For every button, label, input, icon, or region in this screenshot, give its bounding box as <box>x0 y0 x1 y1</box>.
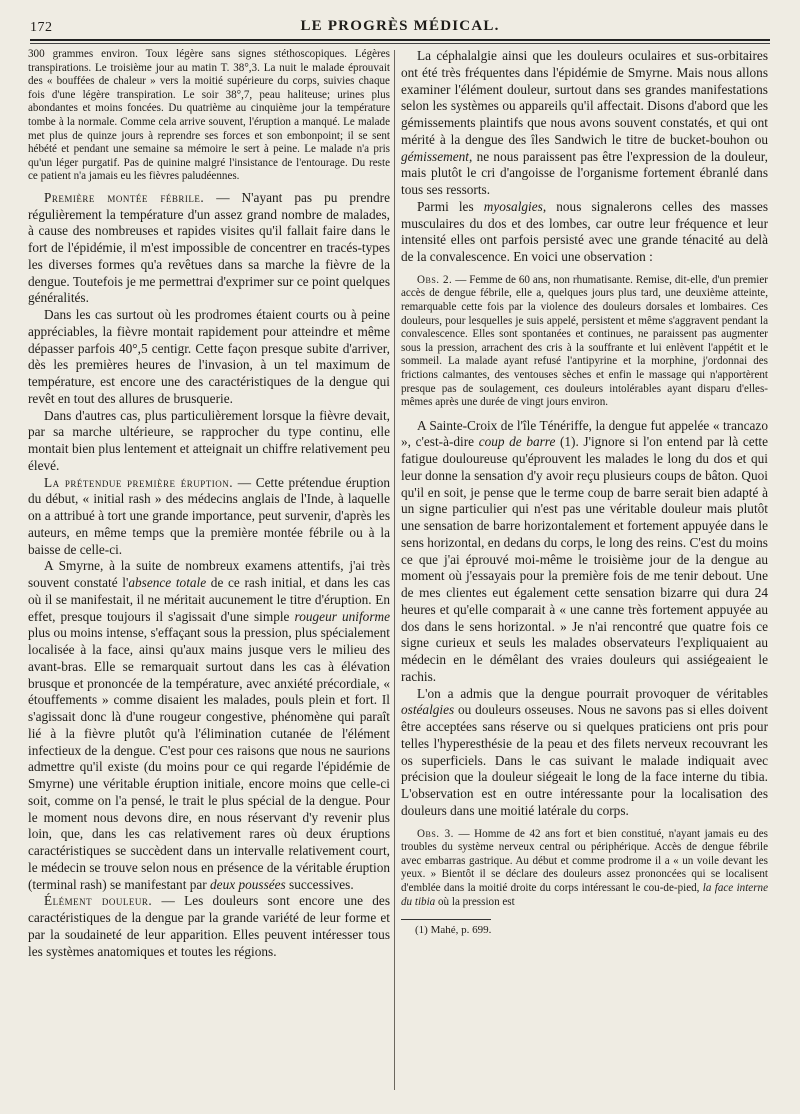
footnote: (1) Mahé, p. 699. <box>415 924 492 937</box>
paragraph-text: successives. <box>285 876 354 892</box>
paragraph-text: — Femme de 60 ans, non rhumatisante. Remise, dit-elle, d'un premier accès de dengue fébrile, elle a, quelques jours plus tard, une deuxième atteinte, remarquable cette fois par la violence des douleurs dorsales et lombaires. Ces douleurs, pour lesquelles je suis appelé, persistent et même s'aggravent pendant la convalescence. Elles sont spontanées et continues, ne paraissent pas augmenter sous la pression, arrachent des cris à la souffrante et lui enlèvent l'appétit et le sommeil. La malade ayant refusé l'antipyrine et la morphine, j'ordonnai des frictions calmantes, des ventouses sèches et enfin le massage qui n'apportèrent presque pas de soulagement, ces douleurs intolérables ayant disparu d'elles-mêmes après une durée de vingt jours environ. <box>401 273 768 409</box>
paragraph-text: , ne nous paraissent pas être l'expression de la douleur, mais plutôt le cri d'angoisse de l'organisme fortement ébranlé dans tous ses ressorts. <box>401 148 768 197</box>
emphasis-text: myosalgies <box>483 198 543 214</box>
emphasis-text: gémissement <box>401 148 469 164</box>
paragraph-cephalalgie <box>401 48 768 199</box>
column-divider <box>394 50 395 1090</box>
left-column <box>28 48 390 1098</box>
section-heading-premiere-montee: Première montée fébrile. <box>44 189 205 205</box>
paragraph-trancazo <box>401 418 768 686</box>
right-column <box>401 48 768 1098</box>
footnote-rule <box>401 919 491 920</box>
observation-2 <box>401 274 768 410</box>
emphasis-text: la face interne du tibia <box>401 882 768 908</box>
paragraph-element-douleur <box>28 893 390 960</box>
observation-3 <box>401 828 768 910</box>
paragraph-text: , nous signalerons celles des masses musculaires du dos et des lombes, car outre leur fréquence et leur intensité elles ont parfois persisté avec une grande ténacité au delà de la convalescence. En voici une observation : <box>401 198 768 264</box>
paragraph-text: plus ou moins intense, s'effaçant sous la pression, plus spécialement localisée à la face, ainsi qu'aux mains jusque vers le milieu des avant-bras. Elle se remarquait surtout dans les cas à élévation brusque et prononcée de la température, avec anxiété précordiale, « étouffements » comme disaient les malades, pouls plein et fort. Il s'agissait donc là d'une rougeur congestive, phénomène qui paraît lié à la fièvre plutôt qu'à l'élimination cutanée de l'élément infectieux de la dengue. C'est pour ces raisons que nous ne saurions admettre qu'il existe (du moins pour ce qui regarde l'épidémie de Smyrne) une véritable éruption initiale, encore moins que celle-ci soit, comme on l'a pensé, le trait le plus spécial de la dengue. Pour le moment nous devons dire, en nous réservant d'y revenir plus loin, que, dans les cas relativement rares où deux éruptions caractéristiques se succèdent dans un intervalle relativement court, le médecin se trouve selon nous en présence de la véritable éruption (terminal rash) se manifestant par <box>28 625 390 892</box>
journal-title: LE PROGRÈS MÉDICAL. <box>300 18 500 34</box>
paragraph-pretendue-eruption <box>28 475 390 559</box>
paragraph-text: de ce rash initial, et dans les cas où il se manifestait, il ne méritait aucunement le titre d'éruption. En effet, presque toujours il s'agissait d'une simple <box>28 575 390 624</box>
emphasis-text: coup de barre <box>478 434 556 450</box>
paragraph-text: Parmi les <box>417 198 484 214</box>
paragraph-text: A Sainte-Croix de l'île Ténériffe, la dengue fut appelée « trancazo », c'est-à-dire <box>401 417 768 450</box>
paragraph-text: — Les douleurs sont encore une des caractéristiques de la dengue par la grande variété de leur forme et par la soudaineté de leur apparition. Elles peuvent intéresser tous les systèmes anatomiques et toutes les régions. <box>28 893 390 959</box>
section-heading-element-douleur: Élément douleur. <box>44 893 153 909</box>
paragraph-autres-cas: Dans d'autres cas, plus particulièrement lorsque la fièvre devait, par sa marche ultérieure, se rapprocher du type continu, elle montait bien plus lentement et atteignait un chiffre relativement peu élevé. <box>28 407 390 473</box>
paragraph-text: (1). J'ignore si l'on entend par là cette fatigue douloureuse qu'éprouvent les malades le long du dos et qui leur donne la sensation d'y avoir reçu plusieurs coups de bâton. Quoi qu'il en soit, je pense que le terme coup de barre serait bien adapté à un signe particulier qui n'est pas une véritable douleur mais plutôt une sensation de barre horizontalement et fortement appuyée dans le sens horizontal, en dedans du corps, le long des reins. C'est du moins ce que j'ai éprouvé moi-même le troisième jour de la dengue au moment où j'essayais pour la première fois de me tenir debout. Une de mes clientes eut également cette sensation bizarre qui dura 24 heures et qu'elle comparait à « une canne très fortement appuyée au dos dans le sens horizontal. » Je n'ai rencontré que quatre fois ce signe curieux et seuls les malades observateurs l'expliquaient au médecin en le démêlant des vraies douleurs qui assiégeaient le rachis. <box>401 434 768 684</box>
emphasis-text: ostéalgies <box>401 702 455 718</box>
observation-2-label: Obs. 2. <box>417 273 453 286</box>
paragraph-text: — Homme de 42 ans fort et bien constitué, n'ayant jamais eu des troubles du système nerveux central ou périphérique. Accès de dengue fébrile avec embarras gastrique. Au début et comme prodrome il a « un voile devant les yeux. » Bientôt il se déclare des douleurs assez prononcées qui se localisent d'emblée dans la moitié droite du corps intéressant le cou-de-pied, <box>401 827 768 895</box>
emphasis-text: absence totale <box>128 575 207 591</box>
observation-continued: 300 grammes environ. Toux légère sans signes stéthoscopiques. Légères transpirations. Le troisième jour au matin T. 38°,3. La nuit le malade éprouvait des « bouffées de chaleur » vers la moitié supérieure du corps, suivies chaque fois d'une légère transpiration. Le soir 38°,7, peau haliteuse; urines plus abondantes et moins foncées. Du quatrième au cinquième jour la température tombe à la normale. Comme cela arrive souvent, l'éruption a manqué. Le malade met plus de quinze jours à reprendre ses forces et son embonpoint; il se sent hébété et pendant une semaine sa mémoire le sert à peine. Le malade n'a pris qu'un léger purgatif. Pas de quinine malgré l'insistance de l'entourage. Du reste ce patient n'a jamais eu les fièvres paludéennes. <box>28 48 390 183</box>
observation-3-label: Obs. 3. <box>417 827 454 840</box>
paragraph-premiere-montee <box>28 190 390 307</box>
header-rule-thin <box>30 43 770 44</box>
emphasis-text: deux poussées <box>210 876 286 892</box>
paragraph-text: — N'ayant pas pu prendre régulièrement la température d'un assez grand nombre de malades, à cause des nombreuses et rapides visites qu'il fallait faire dans le fort de l'épidémie, il m'est impossible de concentrer en tracés-types les diverses formes qu'a revêtues dans sa marche la fièvre de la dengue. Toutefois je me permettrai d'exprimer sur ce point quelques généralités. <box>28 189 390 306</box>
emphasis-text: rougeur uniforme <box>294 608 390 624</box>
paragraph-text: L'on a admis que la dengue pourrait provoquer de véritables <box>417 685 768 701</box>
paragraph-text: A Smyrne, à la suite de nombreux examens attentifs, j'ai très souvent constaté l' <box>28 558 390 591</box>
paragraph-myosalgies <box>401 199 768 266</box>
section-heading-pretendue-eruption: La prétendue première éruption. <box>44 474 234 490</box>
paragraph-text: — Cette prétendue éruption du début, « initial rash » des médecins anglais de l'Inde, à laquelle on a attribué à tort une grande importance, peut survenir, d'après les auteurs, en même temps que la première montée fébrile ou à la baisse de celle-ci. <box>28 474 390 557</box>
paragraph-smyrne <box>28 558 390 893</box>
header-rule-thick <box>30 39 770 41</box>
page-header <box>0 0 800 44</box>
paragraph-text: où la pression est <box>435 895 515 908</box>
paragraph-ostealgies <box>401 686 768 820</box>
page-number: 172 <box>30 20 53 35</box>
paragraph-text: La céphalalgie ainsi que les douleurs oculaires et sus-orbitaires ont été très fréquentes dans l'épidémie de Smyrne. Mais nous allons examiner l'élément douleur, surtout dans ses grandes manifestations selon les systèmes ou appareils qu'il affectait. Disons d'abord que les gémissements plaintifs que nous avons souvent constatés, et qui ont mérité à la dengue des îles Sandwich le titre de bucket-bouhon ou <box>401 48 768 147</box>
paragraph-text: ou douleurs osseuses. Nous ne savons pas si elles doivent être acceptées sans réserve ou si quelques praticiens ont pris pour telles l'hyperesthésie de la peau et des filets nerveux recouvrant les os superficiels. Dans le cas suivant le malade indiquait avec précision que la douleur siégeait le long de la face interne du tibia. L'observation est en outre intéressante pour la localisation des douleurs dans une moitié latérale du corps. <box>401 702 768 818</box>
paragraph-prodromes: Dans les cas surtout où les prodromes étaient courts ou à peine appréciables, la fièvre montait rapidement pour atteindre et même dépasser parfois 40°,5 centigr. Cette façon presque subite d'arriver, dès les premières heures de l'invasion, à un tel maximum de température, est encore une des caractéristiques de la dengue qui revêt en tout des allures de brusquerie. <box>28 307 390 406</box>
